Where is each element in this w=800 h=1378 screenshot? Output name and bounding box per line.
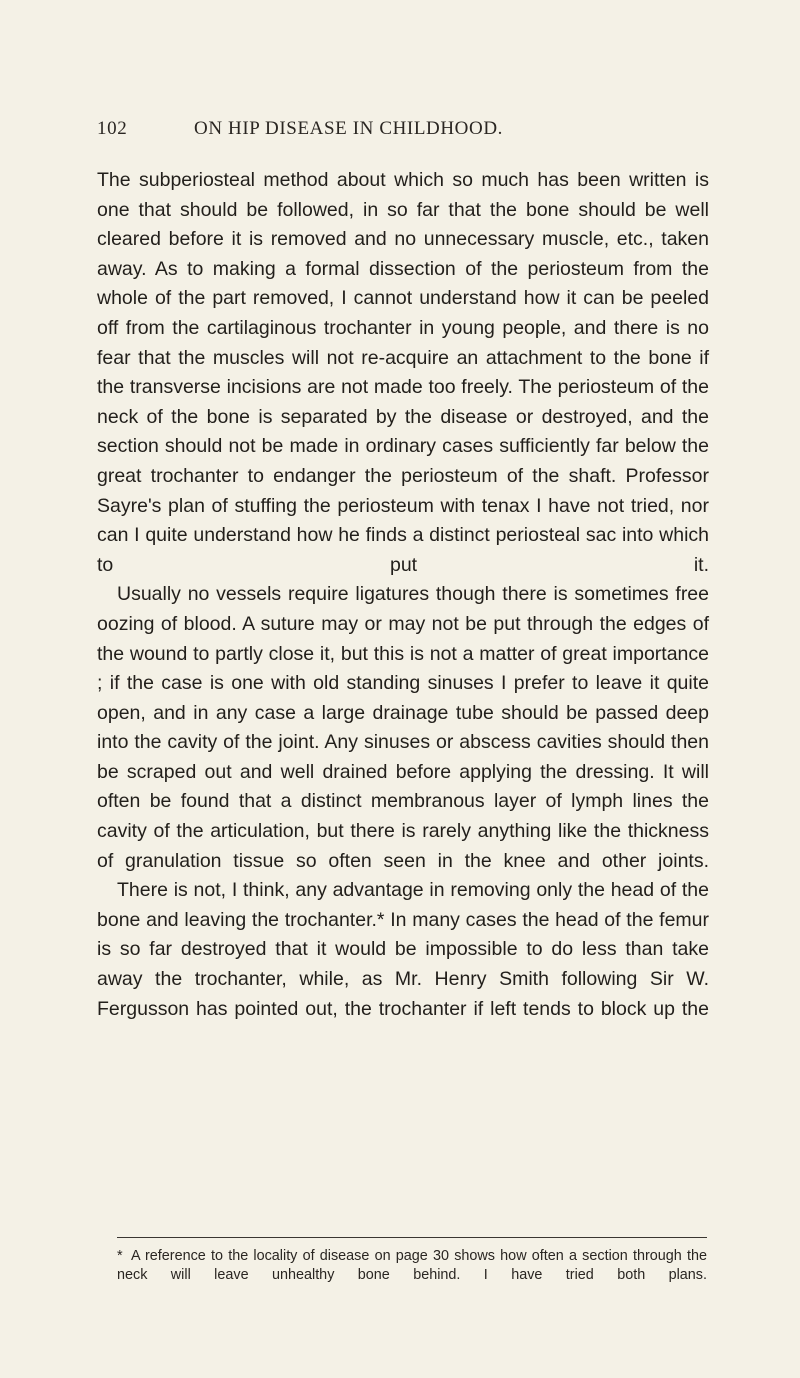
paragraph-ligatures-and-drainage: Usually no vessels require ligatures though there is sometimes free oozing of blood. A suture may or may not be put through the edges of the wound to partly close it, but this is not a matter of great importance ; if the case is one with old standing sinuses I prefer to leave it quite open, and in any case a large drainage tube should be passed deep into the cavity of the joint. Any sinuses or abscess cavities should then be scraped out and well drained before applying the dressing. It will often be found that a distinct membranous layer of lymph lines the cavity of the articulation, but there is rarely anything like the thickness of granulation tissue so often seen in the knee and other joints.	[97, 583, 709, 872]
running-head	[97, 118, 709, 142]
page-number: 102	[97, 118, 128, 139]
paragraph-removing-head-of-bone: There is not, I think, any advantage in removing only the head of the bone and leaving the trochanter.* In many cases the head of the femur is so far destroyed that it would be impossible to do less than take away the trochanter, while, as Mr. Henry Smith following Sir W. Fergusson has pointed out, the trochanter if left tends to block up the	[97, 879, 709, 1020]
footnote-divider	[117, 1237, 707, 1238]
running-title: ON HIP DISEASE IN CHILDHOOD.	[194, 118, 503, 139]
paragraph-subperiosteal-method: The subperiosteal method about which so much has been written is one that should be followed, in so far that the bone should be well cleared before it is removed and no unnecessary muscle, etc., taken away. As to making a formal dissection of the periosteum from the whole of the part removed, I cannot understand how it can be peeled off from the cartilaginous trochanter in young people, and there is no fear that the muscles will not re-acquire an attachment to the bone if the transverse incisions are not made too freely. The periosteum of the neck of the bone is separated by the disease or destroyed, and the section should not be made in ordinary cases sufficiently far below the great trochanter to endanger the periosteum of the shaft. Professor Sayre's plan of stuffing the periosteum with tenax I have not tried, nor can I quite understand how he finds a distinct periosteal sac into which to put it.	[97, 169, 709, 576]
body-text	[97, 166, 709, 1024]
footnote-text: A reference to the locality of disease on page 30 shows how often a section through the neck will leave unhealthy bone behind. I have tried both plans.	[117, 1248, 707, 1283]
footnote-marker: *	[117, 1248, 123, 1264]
footnote	[117, 1247, 707, 1285]
